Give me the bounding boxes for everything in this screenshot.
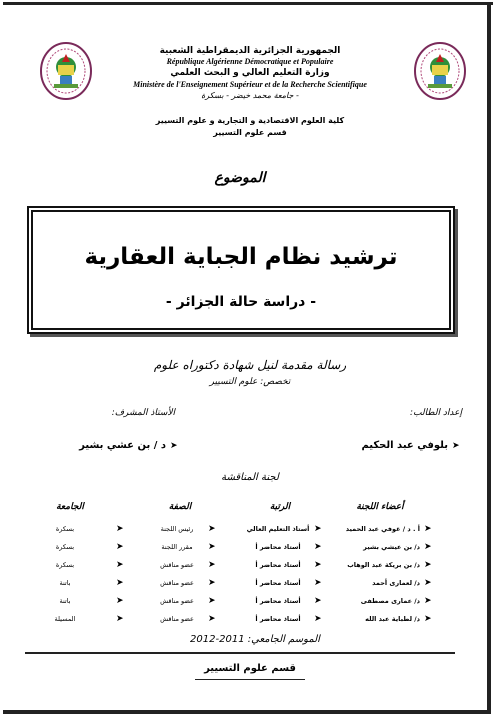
- arrow-bullet-icon: ➤: [116, 578, 124, 588]
- arrow-bullet-icon: ➤: [424, 542, 432, 552]
- arrow-bullet-icon: ➤: [208, 542, 216, 552]
- arrow-bullet-icon: ➤: [424, 524, 432, 534]
- student-name: بلوفي عبد الحكيم: [361, 440, 448, 451]
- header-republic-french: République Algérienne Démocratique et Populaire: [166, 57, 334, 66]
- arrow-bullet-icon: ➤: [208, 614, 216, 624]
- arrow-bullet-icon: ➤: [314, 614, 322, 624]
- member-university: بسكرة: [55, 543, 75, 551]
- arrow-bullet-icon: ➤: [452, 441, 460, 451]
- header-ministry-arabic: وزارة التعليم العالي و البحث العلمي: [170, 68, 330, 78]
- arrow-bullet-icon: ➤: [116, 524, 124, 534]
- academic-year: الموسم الجامعي: 2011-2012: [190, 634, 320, 645]
- member-role: عضو مناقش: [160, 561, 194, 569]
- arrow-bullet-icon: ➤: [208, 596, 216, 606]
- arrow-bullet-icon: ➤: [424, 560, 432, 570]
- member-role: عضو مناقش: [160, 597, 194, 605]
- member-role: رئيس اللجنة: [160, 525, 194, 533]
- header-ministry-french: Ministère de l'Enseignement Supérieur et de la Recherche Scientifique: [133, 80, 367, 89]
- arrow-bullet-icon: ➤: [208, 524, 216, 534]
- arrow-bullet-icon: ➤: [208, 578, 216, 588]
- member-name: د/ بن عيشي بشير: [363, 543, 420, 551]
- header-faculty: كلية العلوم الاقتصادية و التجارية و علوم التسيير: [155, 116, 345, 125]
- header-university: الجامعة: [56, 502, 84, 512]
- member-name: د/ بن بريكة عبد الوهاب: [347, 561, 420, 569]
- arrow-bullet-icon: ➤: [116, 596, 124, 606]
- member-rank: أستاذ محاضر أ: [255, 543, 301, 551]
- member-university: باتنة: [59, 579, 71, 587]
- title-box: [27, 206, 455, 334]
- arrow-bullet-icon: ➤: [424, 596, 432, 606]
- header-department: قسم علوم التسيير: [213, 128, 287, 137]
- header-role: الصفة: [168, 502, 192, 512]
- arrow-bullet-icon: ➤: [170, 441, 178, 451]
- arrow-bullet-icon: ➤: [314, 578, 322, 588]
- member-rank: أستاذ محاضر أ: [255, 597, 301, 605]
- arrow-bullet-icon: ➤: [314, 596, 322, 606]
- thesis-type: رسالة مقدمة لنيل شهادة دكتوراه علوم: [153, 358, 347, 372]
- divider: [195, 679, 305, 680]
- student-label: إعداد الطالب:: [410, 408, 462, 418]
- committee-title: لجنة المناقشة: [221, 472, 279, 483]
- member-rank: أستاذ محاضر أ: [255, 561, 301, 569]
- member-rank: أستاذ محاضر أ: [255, 615, 301, 623]
- member-name: د/ لعمارى أحمد: [372, 579, 420, 587]
- divider: [25, 652, 455, 654]
- member-role: عضو مناقش: [160, 579, 194, 587]
- member-university: المسيلة: [54, 615, 76, 623]
- supervisor-name: د / بن عشي بشير: [79, 440, 166, 451]
- arrow-bullet-icon: ➤: [116, 614, 124, 624]
- member-university: بسكرة: [55, 525, 75, 533]
- header-members: أعضاء اللجنة: [356, 502, 404, 512]
- arrow-bullet-icon: ➤: [314, 524, 322, 534]
- member-name: د/ عمارى مصطفى: [360, 597, 420, 605]
- header-republic-arabic: الجمهورية الجزائرية الديمقراطية الشعبية: [159, 46, 341, 56]
- member-role: مقرر اللجنة: [161, 543, 193, 551]
- member-university: باتنة: [59, 597, 71, 605]
- arrow-bullet-icon: ➤: [314, 560, 322, 570]
- arrow-bullet-icon: ➤: [116, 542, 124, 552]
- supervisor-label: الأستاذ المشرف:: [111, 408, 175, 418]
- arrow-bullet-icon: ➤: [314, 542, 322, 552]
- arrow-bullet-icon: ➤: [424, 614, 432, 624]
- subject-label: الموضوع: [214, 170, 266, 186]
- university-emblem-icon: [412, 40, 468, 102]
- member-rank: أستاذ محاضر أ: [255, 579, 301, 587]
- university-emblem-icon: [38, 40, 94, 102]
- member-name: أ . د / غوفي عبد الحميد: [345, 525, 420, 533]
- member-role: عضو مناقش: [160, 615, 194, 623]
- arrow-bullet-icon: ➤: [208, 560, 216, 570]
- arrow-bullet-icon: ➤: [424, 578, 432, 588]
- thesis-title: ترشيد نظام الجباية العقارية: [84, 244, 398, 270]
- header-university: جامعة محمد خيضر - بسكرة -: [201, 91, 299, 100]
- footer-department: قسم علوم التسيير: [204, 663, 296, 674]
- member-rank: أستاذ التعليم العالي: [246, 525, 310, 533]
- specialty: تخصص: علوم التسيير: [209, 377, 291, 387]
- arrow-bullet-icon: ➤: [116, 560, 124, 570]
- header-rank: الرتبة: [269, 502, 291, 512]
- thesis-subtitle: - دراسة حالة الجزائر -: [165, 294, 317, 310]
- member-university: بسكرة: [55, 561, 75, 569]
- member-name: د/ لطباية عبد الله: [365, 615, 420, 623]
